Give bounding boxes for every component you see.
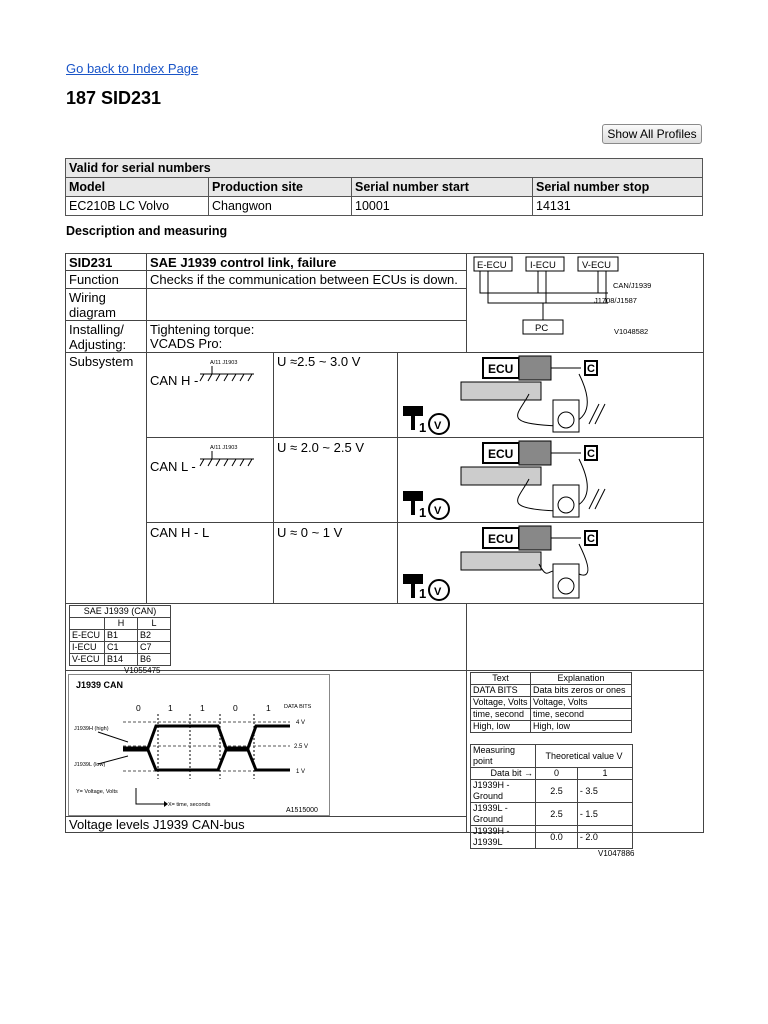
theory-cell: 2.5 [536,780,578,803]
x-axis-label: X= time, seconds [168,802,211,808]
explain-header: Text [471,673,531,685]
serial-start-value: 10001 [352,197,533,216]
pin-ref: A/11 J1903 [210,360,238,366]
v-ecu-label: V-ECU [582,260,612,271]
wiring-fig-code: V1048582 [614,327,649,336]
theory-table-figure [470,744,634,858]
theory-subhead: Data bit → [471,768,536,780]
pin-cell: I-ECU [70,642,105,654]
theory-cell: J1939H - Ground [471,780,536,803]
key-position-label: 1 [419,420,427,435]
can-fig-title: J1939 CAN [76,680,124,690]
theory-cell: J1939L - Ground [471,803,536,826]
pin-table-code: V1055475 [124,666,161,675]
level-label: 2.5 V [294,744,309,750]
connector-label: C [587,533,595,545]
pin-ref: A/11 J1903 [210,445,238,451]
pin-cell: V-ECU [70,654,105,666]
wiring-label: Wiring diagram [69,290,116,320]
pin-table-title: SAE J1939 (CAN) [70,606,171,618]
can-h-label: CAN H - [150,373,199,388]
installing-vcads: VCADS Pro: [150,336,223,351]
explain-cell: High, low [471,721,531,733]
theory-header: Measuring point [471,745,536,768]
level-label: 1 V [296,769,306,775]
explain-cell: time, second [471,709,531,721]
model-value: EC210B LC Volvo [66,197,209,216]
explain-cell: time, second [531,709,632,721]
explain-header: Explanation [531,673,632,685]
bit-label: 1 [168,703,173,713]
bit-label: 1 [200,703,205,713]
theory-subhead: 1 [577,768,632,780]
pin-col [70,618,105,630]
measurement-setup-figure [399,354,702,436]
can-waveform-figure [68,674,330,816]
key-position-label: 1 [419,505,427,520]
y-axis-label: Y= Voltage, Volts [76,789,118,795]
high-label: J1939H (high) [74,726,109,732]
theory-cell: - 2.0 [577,826,632,849]
function-label: Function [69,272,119,287]
ecu-label: ECU [488,447,514,461]
ground-symbol-icon [198,356,258,386]
ground-symbol-icon [198,441,258,471]
pin-col: L [138,618,171,630]
wiring-diagram-figure [468,255,702,350]
theory-cell: - 3.5 [577,780,632,803]
back-to-index-link[interactable]: Go back to Index Page [66,61,199,76]
can-l-label: CAN L - [150,459,196,474]
theory-subhead: 0 [536,768,578,780]
production-site-value: Changwon [209,197,352,216]
pin-table [69,605,171,666]
data-bits-label: DATA BITS [284,704,312,710]
serial-table-caption: Valid for serial numbers [66,159,703,178]
installing-label: Installing/ Adjusting: [69,322,127,352]
section-heading: Description and measuring [66,224,228,238]
col-production-site: Production site [209,178,352,197]
can-fig-code: A1515000 [286,807,318,814]
theory-header: Theoretical value V [536,745,633,768]
theory-table [470,744,633,849]
voltmeter-label: V [434,420,442,432]
voltmeter-label: V [434,505,442,517]
theory-cell: - 1.5 [577,803,632,826]
can-bus-label: CAN/J1939 [613,281,652,290]
bit-label: 0 [136,703,141,713]
can-h-value: U ≈2.5 ~ 3.0 V [277,354,361,369]
pin-cell: B6 [138,654,171,666]
show-all-profiles-button[interactable]: Show All Profiles [602,124,702,144]
low-label: J1939L (low) [74,762,106,768]
sid-code: SID231 [69,255,113,270]
explain-cell: High, low [531,721,632,733]
sid-title: SAE J1939 control link, failure [150,255,337,270]
pin-col: H [105,618,138,630]
function-text: Checks if the communication between ECUs is down. [150,272,458,287]
theory-cell: 2.5 [536,803,578,826]
can-hl-label: CAN H - L [150,525,210,540]
serial-numbers-table [65,158,703,216]
explain-cell: Data bits zeros or ones [531,685,632,697]
pin-cell: B2 [138,630,171,642]
voltmeter-label: V [434,586,442,598]
col-serial-start: Serial number start [352,178,533,197]
explain-cell: Voltage, Volts [531,697,632,709]
col-serial-stop: Serial number stop [533,178,703,197]
pin-cell: C7 [138,642,171,654]
page-title: 187 SID231 [66,88,162,108]
pin-cell: E-ECU [70,630,105,642]
subsystem-label: Subsystem [69,354,134,369]
can-hl-value: U ≈ 0 ~ 1 V [277,525,343,540]
theory-table-code: V1047886 [598,849,635,858]
key-position-label: 1 [419,586,427,601]
explain-cell: DATA BITS [471,685,531,697]
connector-label: C [587,448,595,460]
serial-stop-value: 14131 [533,197,703,216]
measurement-setup-figure [399,439,702,521]
pc-label: PC [535,323,549,334]
ecu-label: ECU [488,362,514,376]
pin-cell: C1 [105,642,138,654]
ecu-label: ECU [488,532,514,546]
theory-cell: J1939H - J1939L [471,826,536,849]
connector-label: C [587,363,595,375]
theory-cell: 0.0 [536,826,578,849]
pin-cell: B1 [105,630,138,642]
installing-torque: Tightening torque: [150,322,255,337]
e-ecu-label: E-ECU [477,260,507,271]
can-l-value: U ≈ 2.0 ~ 2.5 V [277,440,364,455]
i-ecu-label: I-ECU [530,260,556,271]
pin-table-figure [69,605,171,675]
explanation-table [470,672,632,733]
measurement-setup-figure [399,524,702,602]
explain-cell: Voltage, Volts [471,697,531,709]
j1708-bus-label: J1708/J1587 [594,296,637,305]
can-fig-caption: Voltage levels J1939 CAN-bus [69,817,245,832]
pin-cell: B14 [105,654,138,666]
bit-label: 1 [266,703,271,713]
level-label: 4 V [296,720,306,726]
col-model: Model [66,178,209,197]
bit-label: 0 [233,703,238,713]
